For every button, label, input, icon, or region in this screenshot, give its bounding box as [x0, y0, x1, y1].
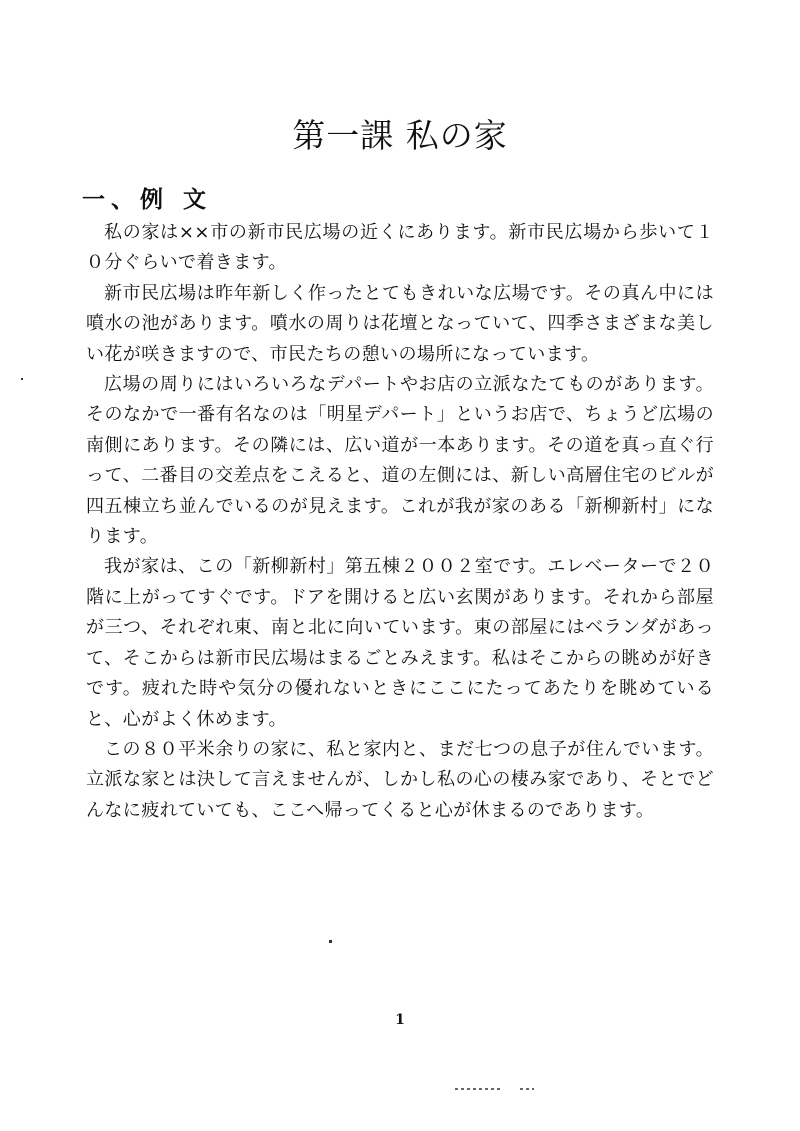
paragraph-2: 新市民広場は昨年新しく作ったとてもきれいな広場です。その真ん中には噴水の池があります。噴水の周りは花壇となっていて、四季さまざまな美しい花が咲きますので、市民たちの憩いの場所になっています。	[86, 282, 714, 365]
section-heading: 一、例 文	[82, 187, 213, 213]
paragraph-4: 我が家は、この「新柳新村」第五棟２００２室です。エレベーターで２０階に上がってすぐです。ドアを開けると広い玄関があります。それから部屋が三つ、それぞれ東、南と北に向いています。東の部屋にはベランダがあって、そこからは新市民広場はまるごとみえます。私はそこからの眺めが好きです。疲れた時や気分の優れないときにここにたってあたりを眺めていると、心がよく休めます。	[86, 556, 714, 730]
example-text	[86, 218, 714, 826]
paragraph-1: 私の家は××市の新市民広場の近くにあります。新市民広場から歩いて１０分ぐらいで着きます。	[86, 222, 714, 274]
paragraph-3: 広場の周りにはいろいろなデパートやお店の立派なたてものがあります。そのなかで一番有名なのは「明星デパート」というお店で、ちょうど広場の南側にあります。その隣には、広い道が一本あります。その道を真っ直ぐ行って、二番目の交差点をこえると、道の左側には、新しい高層住宅のビルが四五棟立ち並んでいるのが見えます。これが我が家のある「新柳新村」になります。	[86, 374, 714, 548]
page-number: 1	[395, 1012, 405, 1028]
paragraph-5: この８０平米余りの家に、私と家内と、まだ七つの息子が住んでいます。立派な家とは決して言えませんが、しかし私の心の棲み家であり、そとでどんなに疲れていても、ここへ帰ってくると心が休まるのであります。	[86, 738, 714, 821]
scan-speck	[21, 378, 23, 380]
scan-mark	[455, 1088, 503, 1090]
scan-mark	[520, 1088, 534, 1090]
scan-speck	[329, 940, 332, 943]
lesson-title: 第一課 私の家	[292, 116, 508, 155]
